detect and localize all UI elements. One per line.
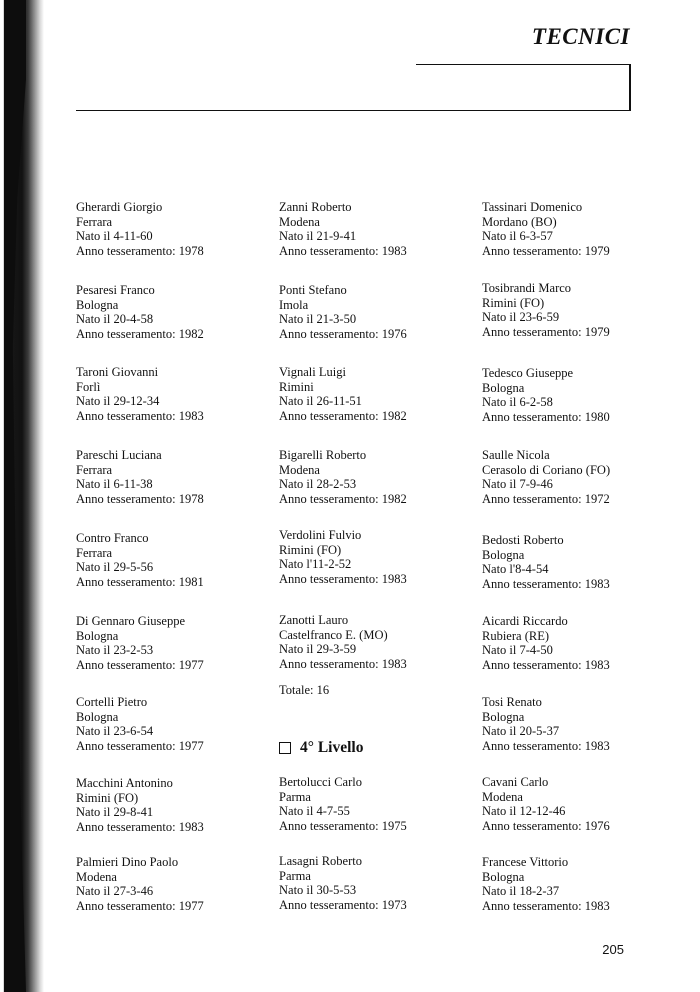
person-year: Anno tesseramento: 1978 [76, 243, 204, 258]
person-name: Tosi Renato [482, 695, 542, 709]
person-city: Modena [482, 789, 523, 804]
person-entry [279, 365, 407, 423]
person-city: Bologna [76, 709, 119, 724]
person-entry [482, 366, 610, 424]
person-name: Zanotti Lauro [279, 613, 349, 627]
person-name: Cavani Carlo [482, 775, 549, 789]
person-entry [482, 448, 610, 506]
person-year: Anno tesseramento: 1983 [76, 408, 204, 423]
person-city: Rubiera (RE) [482, 628, 549, 643]
person-year: Anno tesseramento: 1983 [279, 243, 407, 258]
person-name: Taroni Giovanni [76, 365, 159, 379]
header-rule-top [416, 64, 630, 65]
person-birth: Nato il 18-2-37 [482, 884, 560, 898]
person-city: Parma [279, 789, 311, 804]
person-birth: Nato il 28-2-53 [279, 477, 357, 491]
person-name: Lasagni Roberto [279, 854, 362, 868]
person-name: Verdolini Fulvio [279, 528, 362, 542]
person-city: Ferrara [76, 462, 113, 477]
total-count: Totale: 16 [279, 683, 330, 697]
person-year: Anno tesseramento: 1977 [76, 738, 204, 753]
person-birth: Nato il 29-5-56 [76, 560, 154, 574]
person-entry [482, 614, 610, 672]
person-city: Rimini (FO) [482, 295, 545, 310]
person-year: Anno tesseramento: 1983 [482, 576, 610, 591]
person-birth: Nato il 29-12-34 [76, 394, 160, 408]
person-entry [76, 776, 204, 834]
person-name: Palmieri Dino Paolo [76, 855, 179, 869]
person-birth: Nato il 12-12-46 [482, 804, 566, 818]
person-year: Anno tesseramento: 1981 [76, 574, 204, 589]
person-entry [279, 528, 407, 586]
person-city: Ferrara [76, 545, 113, 560]
person-year: Anno tesseramento: 1973 [279, 897, 407, 912]
person-name: Vignali Luigi [279, 365, 346, 379]
person-year: Anno tesseramento: 1983 [482, 657, 610, 672]
person-name: Aicardi Riccardo [482, 614, 568, 628]
person-birth: Nato il 23-6-54 [76, 724, 154, 738]
person-city: Bologna [76, 628, 119, 643]
header-rule-right [629, 64, 631, 111]
person-city: Parma [279, 868, 311, 883]
person-entry [76, 448, 204, 506]
person-entry [76, 695, 204, 753]
person-city: Bologna [482, 869, 525, 884]
person-city: Castelfranco E. (MO) [279, 627, 388, 642]
person-entry [279, 200, 407, 258]
person-city: Imola [279, 297, 309, 312]
person-birth: Nato il 20-4-58 [76, 312, 154, 326]
person-entry [76, 855, 204, 913]
person-year: Anno tesseramento: 1978 [76, 491, 204, 506]
person-name: Gherardi Giorgio [76, 200, 163, 214]
person-entry [279, 854, 407, 912]
checkbox-square-icon [279, 742, 291, 754]
person-year: Anno tesseramento: 1982 [76, 326, 204, 341]
person-entry [76, 200, 204, 258]
person-entry [279, 775, 407, 833]
person-year: Anno tesseramento: 1983 [279, 571, 407, 586]
person-name: Tassinari Domenico [482, 200, 583, 214]
person-entry [76, 365, 204, 423]
person-entry [76, 614, 204, 672]
page-title: TECNICI [531, 24, 630, 49]
person-entry [279, 283, 407, 341]
person-entry [279, 613, 407, 671]
person-name: Cortelli Pietro [76, 695, 148, 709]
person-entry [482, 533, 610, 591]
person-year: Anno tesseramento: 1976 [279, 326, 407, 341]
person-name: Tedesco Giuseppe [482, 366, 574, 380]
person-year: Anno tesseramento: 1972 [482, 491, 610, 506]
person-name: Di Gennaro Giuseppe [76, 614, 185, 628]
person-birth: Nato il 6-2-58 [482, 395, 553, 409]
person-birth: Nato il 21-3-50 [279, 312, 357, 326]
person-birth: Nato il 30-5-53 [279, 883, 357, 897]
person-city: Rimini [279, 379, 314, 394]
person-birth: Nato l'11-2-52 [279, 557, 352, 571]
person-birth: Nato il 6-11-38 [76, 477, 153, 491]
section-heading-label: 4° Livello [300, 739, 364, 756]
person-birth: Nato il 4-7-55 [279, 804, 350, 818]
person-city: Bologna [482, 709, 525, 724]
person-name: Francese Vittorio [482, 855, 569, 869]
person-name: Tosibrandi Marco [482, 281, 572, 295]
person-entry [482, 200, 610, 258]
person-birth: Nato il 6-3-57 [482, 229, 553, 243]
person-name: Pareschi Luciana [76, 448, 162, 462]
person-birth: Nato il 27-3-46 [76, 884, 154, 898]
person-birth: Nato l'8-4-54 [482, 562, 549, 576]
person-entry [76, 283, 204, 341]
person-city: Forlì [76, 379, 101, 394]
person-city: Bologna [482, 380, 525, 395]
person-year: Anno tesseramento: 1979 [482, 243, 610, 258]
person-city: Modena [279, 462, 320, 477]
person-birth: Nato il 29-3-59 [279, 642, 357, 656]
person-name: Saulle Nicola [482, 448, 550, 462]
person-city: Bologna [482, 547, 525, 562]
person-name: Bertolucci Carlo [279, 775, 362, 789]
person-birth: Nato il 23-2-53 [76, 643, 154, 657]
person-year: Anno tesseramento: 1983 [279, 656, 407, 671]
person-birth: Nato il 4-11-60 [76, 229, 153, 243]
header-rule-bottom [76, 110, 631, 111]
person-entry [482, 775, 610, 833]
section-heading [279, 739, 363, 757]
person-birth: Nato il 7-9-46 [482, 477, 553, 491]
person-birth: Nato il 23-6-59 [482, 310, 560, 324]
person-birth: Nato il 7-4-50 [482, 643, 553, 657]
person-year: Anno tesseramento: 1982 [279, 408, 407, 423]
person-year: Anno tesseramento: 1982 [279, 491, 407, 506]
person-year: Anno tesseramento: 1980 [482, 409, 610, 424]
person-name: Contro Franco [76, 531, 149, 545]
person-name: Macchini Antonino [76, 776, 173, 790]
person-year: Anno tesseramento: 1979 [482, 324, 610, 339]
person-entry [482, 281, 610, 339]
person-entry [279, 448, 407, 506]
person-name: Bigarelli Roberto [279, 448, 367, 462]
page-number: 205 [602, 942, 624, 957]
person-city: Cerasolo di Coriano (FO) [482, 462, 611, 477]
person-year: Anno tesseramento: 1977 [76, 657, 204, 672]
person-city: Rimini (FO) [279, 542, 342, 557]
person-city: Bologna [76, 297, 119, 312]
person-birth: Nato il 26-11-51 [279, 394, 362, 408]
person-year: Anno tesseramento: 1976 [482, 818, 610, 833]
person-name: Bedosti Roberto [482, 533, 564, 547]
person-year: Anno tesseramento: 1983 [482, 898, 610, 913]
person-city: Mordano (BO) [482, 214, 557, 229]
person-birth: Nato il 21-9-41 [279, 229, 357, 243]
person-entry [482, 695, 610, 753]
person-year: Anno tesseramento: 1983 [482, 738, 610, 753]
person-city: Modena [279, 214, 320, 229]
person-city: Modena [76, 869, 117, 884]
person-name: Ponti Stefano [279, 283, 347, 297]
person-name: Pesaresi Franco [76, 283, 155, 297]
person-city: Ferrara [76, 214, 113, 229]
person-birth: Nato il 29-8-41 [76, 805, 154, 819]
person-birth: Nato il 20-5-37 [482, 724, 560, 738]
person-city: Rimini (FO) [76, 790, 139, 805]
person-entry [76, 531, 204, 589]
person-year: Anno tesseramento: 1983 [76, 819, 204, 834]
person-entry [482, 855, 610, 913]
person-year: Anno tesseramento: 1977 [76, 898, 204, 913]
person-year: Anno tesseramento: 1975 [279, 818, 407, 833]
person-name: Zanni Roberto [279, 200, 352, 214]
